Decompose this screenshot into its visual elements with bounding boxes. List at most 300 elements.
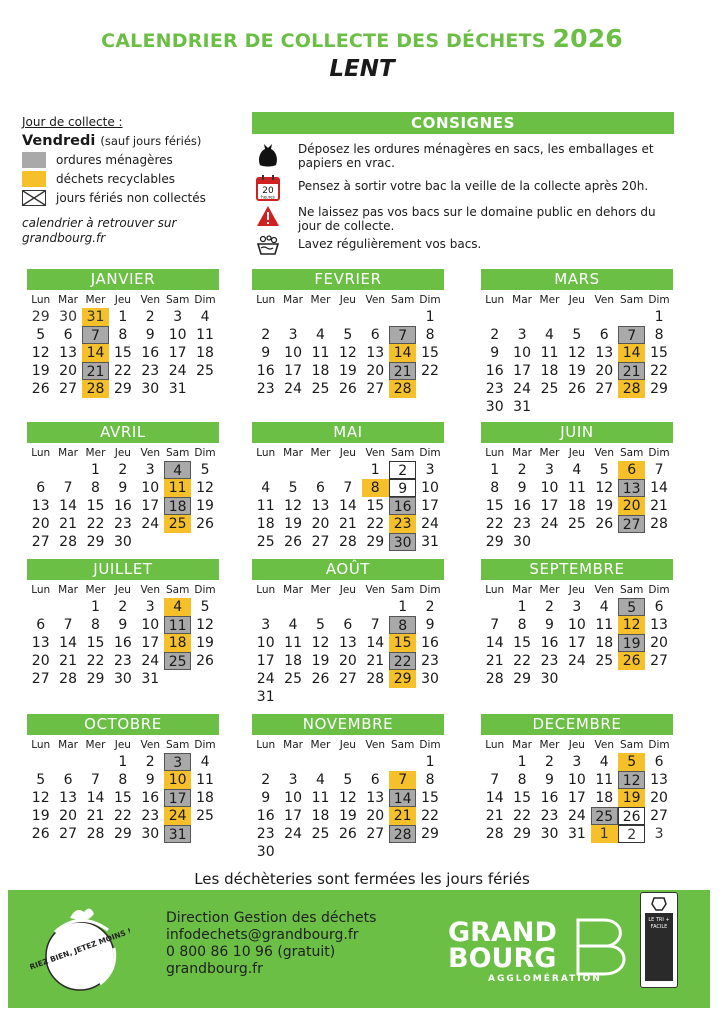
day-name: Ven <box>365 294 385 306</box>
day-cell: 7 <box>63 480 73 496</box>
day-cell: 17 <box>567 635 586 651</box>
day-names <box>481 294 673 306</box>
day-cell: 14 <box>485 790 504 806</box>
ordures-cell: 5 <box>618 598 645 616</box>
day-cell: 3 <box>288 327 298 343</box>
day-cell: 28 <box>485 826 504 842</box>
day-cell: 8 <box>490 480 500 496</box>
day-cell: 9 <box>118 480 128 496</box>
heart-logo-icon <box>568 912 634 982</box>
day-cell: 10 <box>284 345 302 361</box>
day-cell: 22 <box>650 363 668 379</box>
day-cell: 7 <box>370 617 380 633</box>
day-cell: 20 <box>31 653 50 669</box>
day-cell: 27 <box>366 826 385 842</box>
recyclables-cell: 14 <box>389 344 416 362</box>
month-3 <box>27 422 219 551</box>
day-cell: 19 <box>196 498 214 514</box>
day-cell: 6 <box>370 772 380 788</box>
day-cell: 22 <box>366 516 385 532</box>
day-name: Sam <box>390 294 415 306</box>
day-cell: 3 <box>517 327 527 343</box>
day-cell: 25 <box>567 516 586 532</box>
day-cell: 11 <box>311 345 330 361</box>
consignes-title: CONSIGNES <box>252 112 674 134</box>
day-name: Lun <box>31 447 51 459</box>
day-cell: 18 <box>256 516 275 532</box>
day-name: Mer <box>85 294 106 306</box>
day-cell: 15 <box>485 498 504 514</box>
day-name: Mar <box>58 584 78 596</box>
day-cell: 3 <box>654 826 664 842</box>
day-name: Mer <box>310 584 331 596</box>
recyclables-cell: 15 <box>389 634 416 652</box>
consignes-panel <box>252 112 674 263</box>
day-cell: 21 <box>59 653 77 669</box>
day-cell: 13 <box>366 345 385 361</box>
day-cell: 29 <box>86 671 105 687</box>
contact-dept: Direction Gestion des déchets <box>166 910 377 926</box>
day-cell: 12 <box>567 345 586 361</box>
day-cell: 25 <box>311 381 330 397</box>
day-name: Jeu <box>114 584 131 596</box>
day-name: Dim <box>194 584 216 596</box>
contact-website[interactable]: grandbourg.fr <box>166 961 263 977</box>
ordures-cell: 16 <box>389 497 416 515</box>
day-grid <box>252 753 444 861</box>
day-name: Jeu <box>114 739 131 751</box>
day-cell: 18 <box>540 363 559 379</box>
day-name: Mer <box>85 447 106 459</box>
ordures-cell: 7 <box>389 326 416 344</box>
day-name: Ven <box>140 584 160 596</box>
day-cell: 24 <box>284 381 302 397</box>
day-cell: 5 <box>599 462 609 478</box>
recyclables-cell: 24 <box>164 807 191 825</box>
day-cell: 16 <box>485 363 504 379</box>
day-name: Mar <box>283 739 303 751</box>
day-cell: 28 <box>338 534 357 550</box>
day-cell: 28 <box>366 671 385 687</box>
day-cell: 25 <box>540 381 559 397</box>
day-cell: 1 <box>398 599 408 615</box>
day-cell: 16 <box>513 498 531 514</box>
day-cell: 29 <box>366 534 385 550</box>
month-11 <box>481 714 673 843</box>
day-cell: 26 <box>196 653 214 669</box>
day-cell: 8 <box>517 617 527 633</box>
day-name: Dim <box>648 294 670 306</box>
day-cell: 13 <box>366 790 385 806</box>
day-cell: 31 <box>168 381 187 397</box>
day-cell: 13 <box>59 790 77 806</box>
day-cell: 18 <box>311 363 330 379</box>
day-cell: 14 <box>485 635 504 651</box>
day-cell: 25 <box>196 363 214 379</box>
day-cell: 21 <box>650 498 668 514</box>
day-name: Sam <box>390 739 415 751</box>
cross-box-icon <box>22 190 46 206</box>
day-cell: 5 <box>343 327 353 343</box>
day-cell: 1 <box>517 599 527 615</box>
day-name: Mar <box>283 294 303 306</box>
day-name: Sam <box>619 739 644 751</box>
day-cell: 9 <box>545 617 554 633</box>
day-name: Sam <box>619 447 644 459</box>
recyclables-cell: 19 <box>618 789 645 807</box>
day-cell: 11 <box>595 772 614 788</box>
day-cell: 9 <box>145 327 155 343</box>
day-names <box>27 447 219 459</box>
website-note: calendrier à retrouver sur grandbourg.fr <box>22 216 177 245</box>
ordures-cell: 3 <box>164 753 191 771</box>
day-cell: 18 <box>196 345 214 361</box>
day-cell: 30 <box>113 671 132 687</box>
day-cell: 9 <box>545 772 554 788</box>
washing-bin-icon <box>252 235 284 263</box>
day-cell: 8 <box>91 480 100 496</box>
day-cell: 19 <box>338 363 357 379</box>
day-cell: 24 <box>168 363 187 379</box>
day-cell: 19 <box>31 363 50 379</box>
day-cell: 24 <box>141 653 160 669</box>
day-cell: 30 <box>540 826 559 842</box>
day-cell: 27 <box>366 381 385 397</box>
day-cell: 19 <box>338 808 357 824</box>
svg-text:20: 20 <box>262 186 274 196</box>
day-cell: 27 <box>31 671 50 687</box>
day-cell: 5 <box>36 772 46 788</box>
day-cell: 18 <box>595 635 614 651</box>
day-cell: 15 <box>113 345 132 361</box>
day-cell: 8 <box>118 327 128 343</box>
day-names <box>481 739 673 751</box>
day-cell: 5 <box>288 480 298 496</box>
recyclables-cell: 23 <box>389 515 416 533</box>
trier-badge-icon <box>30 900 130 1000</box>
day-cell: 27 <box>59 826 77 842</box>
day-cell: 27 <box>595 381 614 397</box>
day-cell: 13 <box>595 345 614 361</box>
day-cell: 11 <box>284 635 302 651</box>
day-cell: 9 <box>517 480 527 496</box>
recyclables-cell: 12 <box>618 616 645 634</box>
collection-day: Vendredi (sauf jours fériés) <box>22 133 202 149</box>
yellow-swatch-icon <box>22 171 46 187</box>
day-cell: 11 <box>196 327 214 343</box>
day-cell: 11 <box>540 345 559 361</box>
day-names <box>27 739 219 751</box>
day-name: Lun <box>485 447 505 459</box>
day-grid <box>27 308 219 398</box>
day-cell: 30 <box>421 671 439 687</box>
day-cell: 2 <box>545 754 554 770</box>
day-cell: 6 <box>599 327 609 343</box>
day-cell: 29 <box>513 826 531 842</box>
day-cell: 17 <box>141 498 160 514</box>
day-cell: 22 <box>86 516 105 532</box>
day-name: Mar <box>512 739 532 751</box>
holiday-cell: 2 <box>618 825 645 843</box>
day-cell: 22 <box>113 808 132 824</box>
recyclables-cell: 25 <box>164 515 191 533</box>
day-name: Dim <box>194 739 216 751</box>
day-cell: 1 <box>91 462 100 478</box>
month-title: FEVRIER <box>252 269 444 290</box>
day-cell: 4 <box>316 327 325 343</box>
day-cell: 29 <box>421 826 439 842</box>
day-cell: 9 <box>145 772 155 788</box>
day-cell: 3 <box>572 754 582 770</box>
day-cell: 6 <box>63 327 73 343</box>
svg-text:heures: heures <box>261 194 275 200</box>
day-cell: 26 <box>595 516 614 532</box>
day-cell: 6 <box>36 480 46 496</box>
day-cell: 17 <box>540 498 559 514</box>
recyclables-cell: 14 <box>82 344 109 362</box>
day-names <box>481 447 673 459</box>
recyclables-cell: 29 <box>389 670 416 688</box>
day-cell: 1 <box>490 462 500 478</box>
day-cell: 11 <box>567 480 586 496</box>
ordures-cell: 18 <box>164 497 191 515</box>
day-cell: 1 <box>370 462 380 478</box>
day-cell: 22 <box>113 363 132 379</box>
day-cell: 28 <box>650 516 668 532</box>
day-cell: 29 <box>113 826 132 842</box>
day-cell: 24 <box>513 381 531 397</box>
day-name: Sam <box>619 294 644 306</box>
day-cell: 9 <box>425 617 435 633</box>
day-name: Jeu <box>568 294 585 306</box>
day-cell: 15 <box>513 790 531 806</box>
day-name: Jeu <box>568 447 585 459</box>
day-name: Jeu <box>339 447 356 459</box>
day-cell: 6 <box>370 327 380 343</box>
day-cell: 3 <box>145 462 155 478</box>
day-cell: 10 <box>141 617 160 633</box>
gray-swatch-icon <box>22 152 46 168</box>
day-cell: 1 <box>425 754 435 770</box>
day-cell: 4 <box>599 754 609 770</box>
month-1 <box>252 269 444 398</box>
day-cell: 8 <box>425 327 435 343</box>
ordures-cell: 7 <box>618 326 645 344</box>
contact-phone[interactable]: 0 800 86 10 96 (gratuit) <box>166 944 336 960</box>
day-name: Sam <box>390 584 415 596</box>
day-name: Lun <box>256 294 276 306</box>
day-name: Dim <box>419 739 441 751</box>
day-cell: 28 <box>86 826 105 842</box>
day-cell: 7 <box>91 772 100 788</box>
month-title: JUILLET <box>27 559 219 580</box>
day-cell: 27 <box>311 534 330 550</box>
day-name: Ven <box>140 739 160 751</box>
day-cell: 27 <box>338 671 357 687</box>
day-cell: 13 <box>338 635 357 651</box>
day-name: Lun <box>256 447 276 459</box>
day-cell: 21 <box>86 808 105 824</box>
day-cell: 6 <box>654 599 664 615</box>
day-cell: 12 <box>311 635 330 651</box>
day-cell: 31 <box>256 689 275 705</box>
day-cell: 22 <box>86 653 105 669</box>
day-cell: 17 <box>421 498 439 514</box>
day-cell: 11 <box>595 617 614 633</box>
day-cell: 20 <box>650 635 668 651</box>
day-cell: 13 <box>311 498 330 514</box>
recyclables-cell: 28 <box>82 380 109 398</box>
day-cell: 16 <box>540 635 559 651</box>
day-cell: 14 <box>59 498 77 514</box>
day-cell: 16 <box>113 635 132 651</box>
ordures-cell: 17 <box>164 789 191 807</box>
day-cell: 30 <box>485 399 504 415</box>
day-name: Mer <box>539 584 560 596</box>
day-cell: 2 <box>118 599 128 615</box>
day-cell: 3 <box>545 462 554 478</box>
day-cell: 14 <box>86 790 105 806</box>
ordures-cell: 31 <box>164 825 191 843</box>
day-cell: 18 <box>311 808 330 824</box>
day-cell: 29 <box>113 381 132 397</box>
day-cell: 11 <box>196 772 214 788</box>
day-cell: 6 <box>36 617 46 633</box>
day-name: Ven <box>140 294 160 306</box>
day-cell: 16 <box>141 345 160 361</box>
month-9 <box>27 714 219 843</box>
day-cell: 20 <box>366 363 385 379</box>
day-cell: 23 <box>540 808 559 824</box>
day-cell: 29 <box>513 671 531 687</box>
contact-email[interactable]: infodechets@grandbourg.fr <box>166 927 359 943</box>
day-cell: 3 <box>173 309 183 325</box>
ordures-cell: 22 <box>389 652 416 670</box>
recyclables-cell: 10 <box>164 771 191 789</box>
ordures-cell: 28 <box>389 825 416 843</box>
day-cell: 24 <box>540 516 559 532</box>
day-cell: 6 <box>343 617 353 633</box>
day-cell: 27 <box>31 534 50 550</box>
ordures-cell: 4 <box>164 461 191 479</box>
day-cell: 10 <box>168 327 187 343</box>
day-grid <box>481 598 673 688</box>
recyclables-cell: 28 <box>618 380 645 398</box>
day-cell: 26 <box>311 671 330 687</box>
day-cell: 8 <box>91 617 100 633</box>
ordures-cell: 13 <box>618 479 645 497</box>
day-names <box>252 294 444 306</box>
day-name: Sam <box>165 447 190 459</box>
day-name: Lun <box>256 584 276 596</box>
day-cell: 9 <box>261 345 271 361</box>
day-cell: 25 <box>595 653 614 669</box>
day-cell: 28 <box>485 671 504 687</box>
month-5 <box>481 422 673 551</box>
day-cell: 5 <box>572 327 582 343</box>
day-cell: 15 <box>86 635 105 651</box>
day-name: Mar <box>512 584 532 596</box>
day-name: Jeu <box>568 584 585 596</box>
day-cell: 21 <box>338 516 357 532</box>
day-name: Mar <box>512 447 532 459</box>
day-cell: 25 <box>284 671 302 687</box>
day-name: Dim <box>194 447 216 459</box>
day-cell: 29 <box>31 309 50 325</box>
day-cell: 16 <box>113 498 132 514</box>
day-name: Sam <box>390 447 415 459</box>
day-cell: 10 <box>567 617 586 633</box>
day-cell: 12 <box>338 345 357 361</box>
day-cell: 15 <box>513 635 531 651</box>
day-cell: 20 <box>31 516 50 532</box>
day-cell: 30 <box>540 671 559 687</box>
day-cell: 26 <box>31 826 50 842</box>
day-cell: 22 <box>421 363 439 379</box>
month-0 <box>27 269 219 398</box>
month-title: MARS <box>481 269 673 290</box>
day-cell: 19 <box>31 808 50 824</box>
day-cell: 22 <box>513 653 531 669</box>
day-name: Mar <box>512 294 532 306</box>
day-cell: 15 <box>421 345 439 361</box>
day-name: Lun <box>31 739 51 751</box>
recyclables-cell: 21 <box>389 807 416 825</box>
footer <box>8 890 710 1008</box>
month-7 <box>252 559 444 706</box>
day-cell: 17 <box>256 653 275 669</box>
day-cell: 4 <box>288 617 298 633</box>
ordures-cell: 21 <box>618 362 645 380</box>
day-cell: 5 <box>36 327 46 343</box>
month-title: AOÛT <box>252 559 444 580</box>
day-cell: 12 <box>31 345 50 361</box>
day-cell: 17 <box>567 790 586 806</box>
month-4 <box>252 422 444 551</box>
day-cell: 21 <box>485 653 504 669</box>
day-names <box>481 584 673 596</box>
day-cell: 30 <box>513 534 531 550</box>
day-name: Mer <box>310 447 331 459</box>
day-cell: 18 <box>284 653 302 669</box>
day-cell: 20 <box>366 808 385 824</box>
day-cell: 4 <box>599 599 609 615</box>
day-cell: 23 <box>256 381 275 397</box>
day-cell: 2 <box>490 327 500 343</box>
consigne-item: Déposez les ordures ménagères en sacs, les emballages et papiers en vrac. <box>252 142 674 170</box>
day-cell: 13 <box>650 772 668 788</box>
ordures-cell: 25 <box>591 807 618 825</box>
day-cell: 10 <box>513 345 531 361</box>
day-cell: 15 <box>86 498 105 514</box>
day-name: Mar <box>283 584 303 596</box>
day-name: Mer <box>539 447 560 459</box>
day-cell: 1 <box>425 309 435 325</box>
day-cell: 11 <box>256 498 275 514</box>
day-cell: 13 <box>59 345 77 361</box>
day-cell: 17 <box>284 363 302 379</box>
day-name: Jeu <box>114 294 131 306</box>
day-name: Dim <box>648 739 670 751</box>
day-cell: 15 <box>113 790 132 806</box>
day-cell: 16 <box>141 790 160 806</box>
recyclables-cell: 28 <box>389 380 416 398</box>
day-cell: 30 <box>141 381 160 397</box>
ordures-cell: 7 <box>82 326 109 344</box>
day-cell: 4 <box>200 309 210 325</box>
day-cell: 21 <box>366 653 385 669</box>
day-grid <box>481 753 673 843</box>
